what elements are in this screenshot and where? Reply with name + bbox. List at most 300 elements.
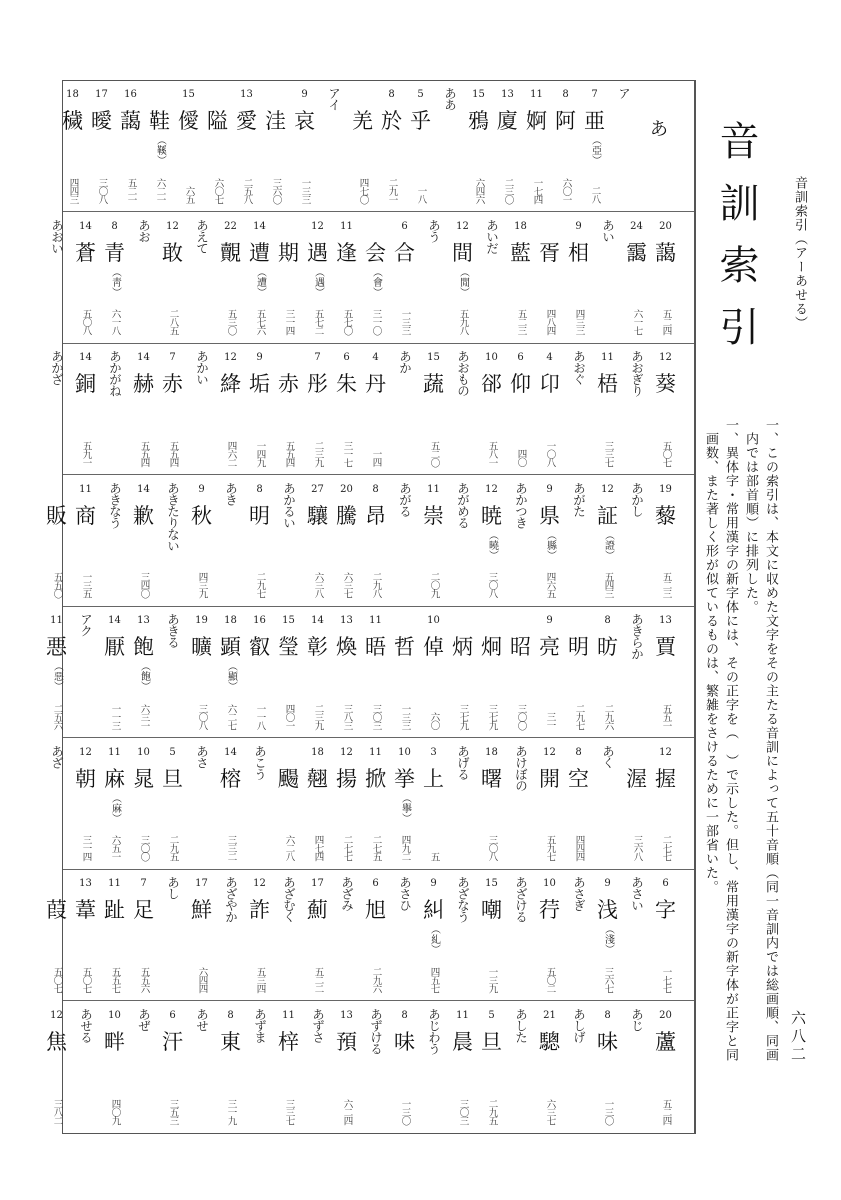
kanji-entry bbox=[216, 607, 245, 737]
kanji-entry bbox=[419, 607, 448, 737]
reading-text: あきたりない bbox=[165, 481, 181, 551]
stroke-count: 8 bbox=[401, 1009, 408, 1021]
page-reference: 一三〇 bbox=[602, 1099, 614, 1125]
stroke-count: 7 bbox=[169, 352, 176, 363]
kanji-entry bbox=[87, 81, 116, 211]
kanji-character: 遭 bbox=[249, 240, 270, 265]
reading-text: あざやか bbox=[223, 876, 239, 922]
kanji-character: 藹 bbox=[655, 240, 676, 265]
stroke-count: 10 bbox=[398, 746, 411, 758]
stroke-count: 12 bbox=[79, 746, 92, 758]
kanji-entry bbox=[100, 1002, 129, 1133]
kanji-character: 曖 bbox=[91, 109, 112, 133]
kanji-entry bbox=[448, 213, 477, 343]
reading-text: あき bbox=[223, 481, 239, 505]
kanji-entry bbox=[419, 476, 448, 606]
reading-header bbox=[319, 81, 348, 211]
page-reference: 三〇三 bbox=[370, 703, 382, 729]
reading-text: ああ bbox=[442, 87, 458, 110]
reading-header bbox=[622, 476, 651, 606]
kanji-character: 掀 bbox=[365, 766, 386, 791]
reading-header bbox=[448, 344, 477, 474]
stroke-count: 13 bbox=[137, 615, 150, 626]
stroke-count: 8 bbox=[562, 89, 569, 100]
kanji-entry bbox=[71, 739, 100, 869]
stroke-count: 6 bbox=[169, 1009, 176, 1021]
page-reference: 一七四 bbox=[531, 177, 543, 203]
kanji-character: 晤 bbox=[365, 635, 386, 659]
kanji-character: 鴉 bbox=[468, 109, 489, 133]
stroke-count: 5 bbox=[169, 746, 176, 758]
page-reference: 五〇七 bbox=[80, 966, 92, 992]
kanji-character: 麻 bbox=[104, 766, 125, 791]
stroke-count: 15 bbox=[182, 89, 195, 100]
kanji-entry bbox=[535, 607, 564, 737]
stroke-count: 11 bbox=[530, 89, 543, 100]
reading-text: あお bbox=[136, 218, 152, 242]
kanji-character: 詐 bbox=[249, 898, 270, 922]
kanji-character: 嘲 bbox=[481, 898, 502, 922]
reading-text: あし bbox=[165, 876, 181, 899]
kanji-entry bbox=[261, 81, 290, 211]
kanji-entry bbox=[651, 739, 680, 869]
kanji-character: 飽 bbox=[133, 635, 154, 659]
kanji-entry bbox=[593, 607, 622, 737]
kanji-character: 婀 bbox=[526, 109, 547, 133]
kanji-entry bbox=[158, 344, 187, 474]
reading-text: あこう bbox=[252, 744, 268, 779]
page-reference: 一三三 bbox=[299, 177, 311, 203]
reading-text: あおもの bbox=[455, 350, 471, 396]
kanji-character: 鮮 bbox=[191, 898, 212, 922]
kanji-character: 驤 bbox=[307, 503, 328, 528]
stroke-count: 13 bbox=[340, 615, 353, 626]
kanji-character: 僾 bbox=[178, 109, 199, 133]
stroke-count: 9 bbox=[256, 352, 263, 363]
page-reference: 四六五 bbox=[544, 572, 556, 598]
kanji-character: 開 bbox=[539, 766, 560, 791]
kanji-character: 炳 bbox=[452, 635, 473, 659]
kanji-character: 厭 bbox=[104, 635, 125, 659]
kanji-entry bbox=[216, 213, 245, 343]
page-reference: 四七四 bbox=[312, 835, 324, 861]
kanji-entry bbox=[535, 213, 564, 343]
kanji-entry bbox=[332, 213, 361, 343]
kanji-character: 彰 bbox=[307, 635, 328, 659]
stroke-count: 11 bbox=[108, 746, 121, 758]
kanji-entry bbox=[129, 344, 158, 474]
index-row bbox=[46, 607, 694, 738]
kanji-character: 榕 bbox=[220, 766, 241, 791]
kanji-character: 赫 bbox=[133, 372, 154, 396]
page-reference: 五七〇 bbox=[341, 309, 353, 335]
kanji-entry bbox=[332, 476, 361, 606]
stroke-count: 11 bbox=[108, 878, 121, 889]
kanji-entry bbox=[187, 870, 216, 1000]
kanji-character: 曙 bbox=[481, 766, 502, 791]
page-reference: 五五七 bbox=[109, 966, 121, 992]
page-reference: 三三七 bbox=[283, 1099, 295, 1125]
kanji-character: 於 bbox=[381, 109, 402, 133]
kanji-character: 昂 bbox=[365, 503, 386, 528]
page-reference: 一〇八 bbox=[544, 440, 556, 466]
kanji-entry bbox=[245, 476, 274, 606]
variant-form: ︵麻︶ bbox=[109, 792, 121, 823]
kanji-entry bbox=[506, 607, 535, 737]
page-reference: 五〇七 bbox=[660, 440, 672, 466]
page-reference: 四七〇 bbox=[357, 177, 369, 203]
notes bbox=[700, 418, 778, 1118]
stroke-count: 14 bbox=[79, 220, 92, 232]
variant-form: ︵靑︶ bbox=[109, 266, 121, 297]
reading-text: あさ bbox=[194, 744, 210, 768]
page-reference: 三六七 bbox=[602, 966, 614, 992]
kanji-character: 赤 bbox=[162, 372, 183, 396]
page-reference: 三一〇 bbox=[370, 309, 382, 335]
page-reference: 五五〇 bbox=[51, 572, 63, 598]
page-reference: 二七七 bbox=[660, 835, 672, 861]
kanji-character: 明 bbox=[249, 503, 270, 528]
kanji-character: 炯 bbox=[481, 635, 502, 659]
kanji-entry bbox=[390, 213, 419, 343]
stroke-count: 10 bbox=[137, 746, 150, 758]
page-reference: 三七九 bbox=[486, 703, 498, 729]
page-reference: 四〇一 bbox=[283, 703, 295, 729]
stroke-count: 8 bbox=[388, 89, 395, 100]
kanji-entry bbox=[216, 739, 245, 869]
kanji-entry bbox=[303, 213, 332, 343]
kanji-character: 仰 bbox=[510, 372, 531, 396]
kanji-character: 握 bbox=[655, 766, 676, 791]
page-reference: 三〇八 bbox=[96, 177, 108, 203]
kanji-entry bbox=[203, 81, 232, 211]
reading-header bbox=[71, 607, 100, 737]
stroke-count: 8 bbox=[372, 483, 379, 495]
kanji-entry bbox=[232, 81, 261, 211]
page-reference: 六四四 bbox=[196, 966, 208, 992]
kanji-character: 賈 bbox=[655, 635, 676, 659]
stroke-count: 4 bbox=[372, 352, 379, 363]
page-reference: 六二四 bbox=[341, 1099, 353, 1125]
kanji-entry bbox=[535, 739, 564, 869]
note-line: 内では部首順）に排列した。 bbox=[743, 418, 758, 614]
page-reference: 三五三 bbox=[167, 1099, 179, 1125]
kanji-character: 販 bbox=[46, 503, 67, 528]
kanji-character: 朝 bbox=[75, 766, 96, 791]
kanji-entry bbox=[361, 739, 390, 869]
variant-form: ︵縣︶ bbox=[544, 529, 556, 560]
kanji-entry bbox=[303, 344, 332, 474]
kanji-character: 穢 bbox=[62, 109, 83, 133]
kanji-character: 薊 bbox=[307, 898, 328, 922]
title-column bbox=[696, 80, 776, 410]
kanji-entry bbox=[464, 81, 493, 211]
kanji-entry bbox=[71, 213, 100, 343]
page-reference: 四八四 bbox=[544, 309, 556, 335]
index-row bbox=[49, 213, 694, 344]
variant-form: ︵遇︶ bbox=[312, 266, 324, 297]
stroke-count: 9 bbox=[430, 878, 437, 889]
kanji-entry bbox=[477, 1002, 506, 1133]
page-reference: 六一八 bbox=[109, 309, 121, 335]
reading-header bbox=[303, 1002, 332, 1133]
note-line: 一、異体字・常用漢字の新字体には、その正字を（ ）で示した。但し、常用漢字の新字体が正字と同 bbox=[723, 418, 738, 1062]
reading-text: あい bbox=[600, 218, 616, 242]
page-reference: 六五 bbox=[183, 186, 195, 203]
kanji-entry bbox=[651, 476, 680, 606]
kanji-entry bbox=[71, 870, 100, 1000]
kanji-character: 赤 bbox=[278, 372, 299, 396]
reading-header bbox=[564, 344, 593, 474]
kanji-entry bbox=[506, 213, 535, 343]
kanji-entry bbox=[377, 81, 406, 211]
reading-header bbox=[42, 213, 71, 343]
page-reference: 三〇〇 bbox=[138, 835, 150, 861]
kanji-character: 倬 bbox=[423, 635, 444, 659]
stroke-count: 5 bbox=[488, 1009, 495, 1021]
stroke-count: 12 bbox=[340, 746, 353, 758]
variant-form: ︵鞵︶ bbox=[154, 135, 166, 165]
kanji-entry bbox=[129, 870, 158, 1000]
reading-header bbox=[564, 476, 593, 606]
reading-text: あきなう bbox=[107, 481, 123, 528]
page-reference: 五〇七 bbox=[51, 966, 63, 992]
reading-header bbox=[274, 476, 303, 606]
page-reference: 四〇 bbox=[515, 449, 527, 466]
variant-form: ︵糺︶ bbox=[428, 924, 440, 954]
stroke-count: 15 bbox=[427, 352, 440, 363]
stroke-count: 18 bbox=[311, 746, 324, 758]
index-table bbox=[46, 81, 694, 1133]
stroke-count: 20 bbox=[340, 483, 353, 495]
stroke-count: 10 bbox=[485, 352, 498, 363]
stroke-count: 7 bbox=[314, 352, 321, 363]
kanji-character: 味 bbox=[394, 1029, 415, 1054]
page-reference: 五五六 bbox=[138, 966, 150, 992]
reading-header bbox=[361, 1002, 390, 1133]
reading-header bbox=[245, 1002, 274, 1133]
stroke-count: 5 bbox=[417, 89, 424, 100]
reading-header bbox=[158, 870, 187, 1000]
kanji-character: 彤 bbox=[307, 372, 328, 396]
page-reference: 三〇八 bbox=[196, 703, 208, 729]
reading-text: あかがね bbox=[107, 350, 123, 396]
stroke-count: 4 bbox=[546, 352, 553, 363]
reading-text: あざみ bbox=[339, 876, 355, 911]
kanji-character: 哀 bbox=[294, 109, 315, 133]
stroke-count: 6 bbox=[662, 878, 669, 889]
page-reference: 二五八 bbox=[241, 177, 253, 203]
page-title: 音訓索引 bbox=[713, 120, 759, 368]
kanji-entry bbox=[145, 81, 174, 211]
reading-header bbox=[448, 870, 477, 1000]
stroke-count: 11 bbox=[50, 615, 63, 626]
reading-text: あざ bbox=[49, 744, 65, 768]
page-reference: 四三三 bbox=[573, 309, 585, 335]
page-reference: 一三三 bbox=[399, 703, 411, 729]
stroke-count: 11 bbox=[369, 746, 382, 758]
kanji-character: 商 bbox=[75, 503, 96, 528]
kanji-character: 翹 bbox=[307, 766, 328, 791]
stroke-count: 9 bbox=[198, 483, 205, 495]
kanji-entry bbox=[419, 344, 448, 474]
kanji-entry bbox=[332, 1002, 361, 1133]
index-row bbox=[46, 1002, 694, 1133]
kanji-character: 丹 bbox=[365, 372, 386, 396]
page-reference: 五九一 bbox=[80, 440, 92, 466]
page-reference: 二九五 bbox=[167, 835, 179, 861]
kanji-entry bbox=[651, 1002, 680, 1133]
stroke-count: 10 bbox=[543, 878, 556, 889]
page-reference: 五二一 bbox=[125, 177, 137, 203]
section-heading-text: あ bbox=[650, 119, 668, 140]
reading-text: あずける bbox=[368, 1007, 384, 1054]
page-reference: 五〇二 bbox=[544, 966, 556, 992]
kanji-character: 明 bbox=[568, 635, 589, 659]
kanji-character: 合 bbox=[394, 240, 415, 265]
kanji-entry bbox=[419, 870, 448, 1000]
stroke-count: 14 bbox=[137, 483, 150, 495]
variant-form: ︵證︶ bbox=[602, 529, 614, 560]
kanji-entry bbox=[651, 870, 680, 1000]
reading-header bbox=[187, 344, 216, 474]
reading-text: あえて bbox=[194, 218, 210, 253]
kanji-entry bbox=[477, 870, 506, 1000]
stroke-count: 8 bbox=[604, 615, 611, 626]
kanji-character: 崇 bbox=[423, 503, 444, 528]
kanji-character: 預 bbox=[336, 1029, 357, 1054]
variant-form: ︵會︶ bbox=[370, 266, 382, 297]
kanji-character: 字 bbox=[655, 898, 676, 922]
stroke-count: 19 bbox=[659, 483, 672, 495]
page-reference: 一三九 bbox=[486, 966, 498, 992]
kanji-entry bbox=[187, 607, 216, 737]
kanji-character: 県 bbox=[539, 503, 560, 528]
page-reference: 二三〇 bbox=[502, 177, 514, 203]
kanji-character: 悪 bbox=[46, 635, 67, 659]
page-reference: 五二四 bbox=[660, 1099, 672, 1125]
kanji-character: 青 bbox=[104, 240, 125, 265]
kanji-entry bbox=[71, 344, 100, 474]
kanji-character: 揚 bbox=[336, 766, 357, 791]
reading-header bbox=[419, 213, 448, 343]
kanji-character: 朱 bbox=[336, 372, 357, 396]
reading-header bbox=[100, 344, 129, 474]
variant-form: ︵遭︶ bbox=[254, 266, 266, 297]
stroke-count: 14 bbox=[108, 615, 121, 626]
stroke-count: 14 bbox=[253, 220, 266, 232]
kanji-entry bbox=[493, 81, 522, 211]
kanji-character: 葵 bbox=[655, 372, 676, 396]
page-reference: 三三二 bbox=[225, 835, 237, 861]
kanji-entry bbox=[535, 344, 564, 474]
kanji-character: 亮 bbox=[539, 635, 560, 659]
variant-form: ︵擧︶ bbox=[399, 792, 411, 823]
kanji-character: 梓 bbox=[278, 1029, 299, 1054]
kanji-character: 昭 bbox=[510, 635, 531, 659]
reading-header bbox=[506, 739, 535, 869]
kanji-entry bbox=[361, 476, 390, 606]
page-reference: 一七七 bbox=[660, 966, 672, 992]
running-head: 音訓索引（アーあせる） bbox=[792, 176, 807, 330]
kanji-character: 畔 bbox=[104, 1029, 125, 1054]
stroke-count: 11 bbox=[427, 483, 440, 495]
variant-form: ︵惡︶ bbox=[51, 661, 63, 691]
kanji-character: 亜 bbox=[584, 109, 605, 133]
kanji-entry bbox=[158, 213, 187, 343]
reading-header bbox=[593, 213, 622, 343]
stroke-count: 14 bbox=[79, 352, 92, 363]
kanji-entry bbox=[245, 607, 274, 737]
reading-header bbox=[274, 870, 303, 1000]
kanji-character: 旦 bbox=[162, 766, 183, 791]
kanji-character: 浅 bbox=[597, 898, 618, 922]
reading-header bbox=[622, 344, 651, 474]
page-reference: 一四 bbox=[370, 449, 382, 466]
stroke-count: 12 bbox=[253, 878, 266, 889]
reading-header bbox=[622, 607, 651, 737]
page-reference: 三八二 bbox=[51, 1099, 63, 1125]
page-reference: 二九一 bbox=[386, 177, 398, 203]
stroke-count: 16 bbox=[124, 89, 137, 100]
reading-text: あずさ bbox=[310, 1007, 326, 1042]
reading-text: あざむく bbox=[281, 876, 297, 922]
kanji-entry bbox=[158, 1002, 187, 1133]
page-reference: 五二三 bbox=[660, 572, 672, 598]
stroke-count: 11 bbox=[79, 483, 92, 495]
stroke-count: 6 bbox=[401, 220, 408, 232]
kanji-entry bbox=[361, 344, 390, 474]
kanji-character: 愛 bbox=[236, 109, 257, 133]
page-reference: 一一三 bbox=[109, 703, 121, 729]
reading-text: あさい bbox=[629, 876, 645, 911]
page-reference: 二九六 bbox=[370, 966, 382, 992]
page-reference: 二三九 bbox=[312, 440, 324, 466]
reading-text: あさぎ bbox=[571, 876, 587, 911]
variant-form: ︵曉︶ bbox=[486, 529, 498, 560]
kanji-entry bbox=[522, 81, 551, 211]
reading-header bbox=[390, 476, 419, 606]
stroke-count: 12 bbox=[50, 1009, 63, 1021]
stroke-count: 9 bbox=[575, 220, 582, 232]
kanji-character: 卬 bbox=[539, 372, 560, 396]
kanji-character: 廈 bbox=[497, 109, 518, 133]
reading-header bbox=[158, 476, 187, 606]
page-reference: 五二〇 bbox=[428, 440, 440, 466]
kanji-character: 遇 bbox=[307, 240, 328, 265]
kanji-entry bbox=[580, 81, 609, 211]
page-reference: 五七二 bbox=[312, 309, 324, 335]
stroke-count: 18 bbox=[224, 615, 237, 626]
stroke-count: 15 bbox=[472, 89, 485, 100]
kanji-entry bbox=[593, 476, 622, 606]
kanji-entry bbox=[448, 607, 477, 737]
reading-header bbox=[477, 213, 506, 343]
stroke-count: 24 bbox=[630, 220, 643, 232]
kanji-character: 顕 bbox=[220, 635, 241, 659]
kanji-entry bbox=[245, 870, 274, 1000]
kanji-entry bbox=[290, 81, 319, 211]
kanji-character: 叡 bbox=[249, 635, 270, 659]
page-reference: 六一七 bbox=[631, 309, 643, 335]
kanji-character: 渥 bbox=[626, 766, 647, 791]
page-reference: 五九八 bbox=[457, 309, 469, 335]
kanji-entry bbox=[535, 476, 564, 606]
stroke-count: 3 bbox=[430, 746, 437, 758]
kanji-entry bbox=[593, 1002, 622, 1133]
kanji-character: 洼 bbox=[265, 109, 286, 133]
reading-text: あきらか bbox=[629, 613, 645, 659]
